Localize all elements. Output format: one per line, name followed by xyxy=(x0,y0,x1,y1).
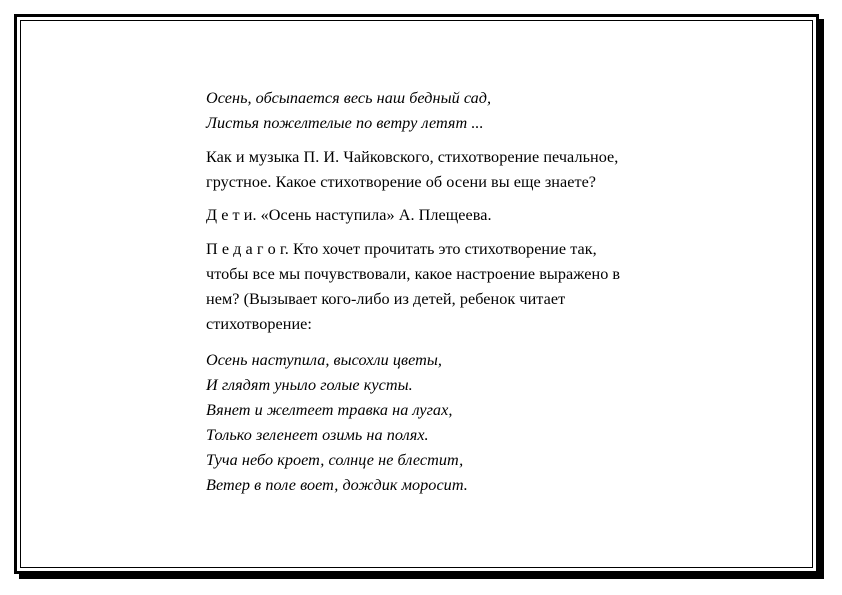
epigraph-verse xyxy=(206,86,736,136)
speaker-teacher: П е д а г о г. xyxy=(206,240,289,258)
teacher-reply xyxy=(206,237,736,337)
epigraph-line-1: Осень, обсыпается весь наш бедный сад, xyxy=(206,89,492,107)
poem-verse xyxy=(206,348,736,498)
teacher-reply-line-2: чтобы все мы почувствовали, какое настроение выражено в xyxy=(206,265,621,283)
children-reply-text: «Осень наступила» А. Плещеева. xyxy=(256,206,492,224)
children-reply-line xyxy=(206,203,736,228)
poem-line-3: Вянет и желтеет травка на лугах, xyxy=(206,401,453,419)
teacher-reply-line-3: нем? (Вызывает кого-либо из детей, ребенок читает xyxy=(206,290,566,308)
poem-line-5: Туча небо кроет, солнце не блестит, xyxy=(206,451,464,469)
epigraph-line-2: Листья пожелтелые по ветру летят ... xyxy=(206,114,484,132)
teacher-reply-text-1: Кто хочет прочитать это стихотворение так, xyxy=(288,240,597,258)
children-reply xyxy=(206,203,736,228)
teacher-reply-line-4: стихотворение: xyxy=(206,315,312,333)
teacher-reply-line-1 xyxy=(206,237,736,262)
poem-line-1: Осень наступила, высохли цветы, xyxy=(206,351,442,369)
poem-line-6: Ветер в поле воет, дождик моросит. xyxy=(206,476,468,494)
speaker-children: Д е т и. xyxy=(206,206,257,224)
paragraph-1-line-1: Как и музыка П. И. Чайковского, стихотворение печальное, xyxy=(206,148,619,166)
paragraph-1-line-2: грустное. Какое стихотворение об осени вы еще знаете? xyxy=(206,173,597,191)
page-content xyxy=(206,86,736,498)
paragraph-music-comparison xyxy=(206,145,736,195)
poem-line-4: Только зеленеет озимь на полях. xyxy=(206,426,429,444)
poem-line-2: И глядят уныло голые кусты. xyxy=(206,376,413,394)
